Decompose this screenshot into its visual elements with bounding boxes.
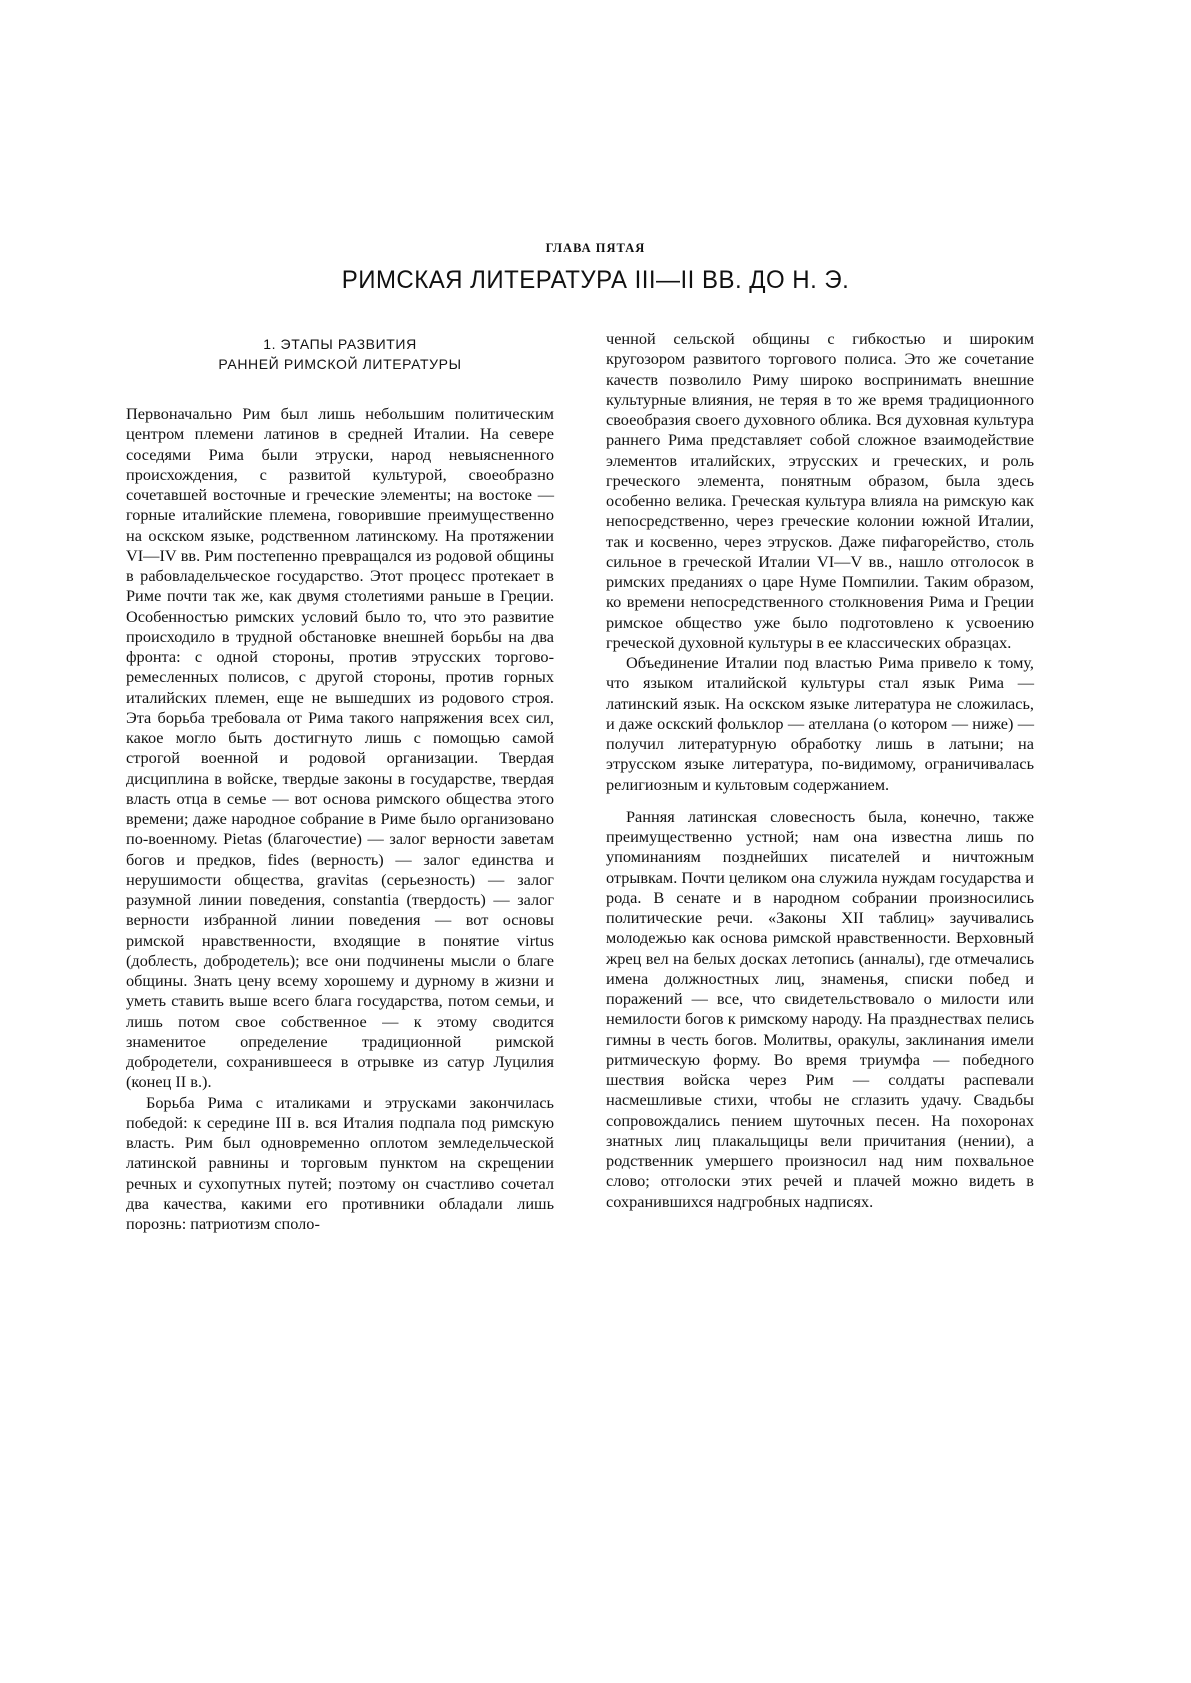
section-title-line-1: 1. ЭТАПЫ РАЗВИТИЯ [263, 336, 417, 352]
paragraph: Ранняя латинская словесность была, конечно, также преимущественно устной; нам она известна лишь по упоминаниям позднейших писателей и ничтожным отрывкам. Почти целиком она служила нуждам государства и рода. В сенате и в народном собрании произносились политические речи. «Законы XII таблиц» заучивались молодежью как основа римской нравственности. Верховный жрец вел на белых досках летопись (анналы), где отмечались имена должностных лиц, знаменья, списки побед и поражений — все, что свидетельствовало о милости или немилости богов к римскому народу. На празднествах пелись гимны в честь богов. Молитвы, оракулы, заклинания имели ритмическую форму. Во время триумфа — победного шествия войска через Рим — солдаты распевали насмешливые стихи, чтобы не сглазить удачу. Свадьбы сопровождались пением шуточных песен. На похоронах знатных лиц плакальщицы вели причитания (нении), а родственник умершего произносил над ним похвальное слово; отголоски этих речей и плачей можно видеть в сохранившихся надгробных надписях. [606, 806, 1034, 1211]
right-column [606, 329, 1034, 1212]
section-title [126, 334, 554, 374]
left-column [126, 329, 554, 1234]
chapter-label: ГЛАВА ПЯТАЯ [545, 241, 646, 255]
chapter-title: РИМСКАЯ ЛИТЕРАТУРА III—II ВВ. ДО Н. Э. [341, 266, 850, 294]
section-title-line-2: РАННЕЙ РИМСКОЙ ЛИТЕРАТУРЫ [218, 356, 462, 372]
paragraph: ченной сельской общины с гибкостью и широким кругозором развитого торгового полиса. Это же сочетание качеств позволило Риму широко воспринимать внешние культурные влияния, не теряя в то же время традиционного своеобразия своего духовного облика. Вся духовная культура раннего Рима представляет собой сложное взаимодействие элементов италийских, этрусских и греческих, и роль греческого элемента, понятным образом, была здесь особенно велика. Греческая культура влияла на римскую как непосредственно, через греческие колонии южной Италии, так и косвенно, через этрусков. Даже пифагорейство, столь сильное в греческой Италии VI—V вв., нашло отголосок в римских преданиях о царе Нуме Помпилии. Таким образом, ко времени непосредственного столкновения Рима и Греции римское общество уже было подготовлено к усвоению греческой духовной культуры в ее классических образцах. [606, 329, 1034, 652]
left-body-text [126, 404, 554, 1234]
paragraph: Первоначально Рим был лишь небольшим политическим центром племени латинов в средней Италии. На севере соседями Рима были этруски, народ невыясненного происхождения, с развитой культурой, своеобразно сочетавшей восточные и греческие элементы; на востоке — горные италийские племена, говорившие преимущественно на оскском языке, родственном латинскому. На протяжении VI—IV вв. Рим постепенно превращался из родовой общины в рабовладельческое государство. Этот процесс протекает в Риме почти так же, как двумя столетиями раньше в Греции. Особенностью римских условий было то, что это развитие происходило в трудной обстановке внешней борьбы на два фронта: с одной стороны, против этрусских торгово-ремесленных полисов, с другой стороны, против горных италийских племен, еще не вышедших из родового строя. Эта борьба требовала от Рима такого напряжения всех сил, какое могло быть достигнуто лишь с помощью самой строгой военной и родовой организации. Твердая дисциплина в войске, твердые законы в государстве, твердая власть отца в семье — вот основа римского общества этого времени; даже народное собрание в Риме было организовано по-военному. Pietas (благочестие) — залог верности заветам богов и предков, fides (верность) — залог единства и нерушимости общества, gravitas (серьезность) — залог разумной линии поведения, constantia (твердость) — залог верности избранной линии поведения — вот основы римской нравственности, входящие в понятие virtus (доблесть, добродетель); все они подчинены мысли о благе общины. Знать цену всему хорошему и дурному в жизни и уметь ставить выше всего блага государства, потом семьи, и лишь потом свое собственное — к этому сводится знаменитое определение традиционной римской добродетели, сохранившееся в отрывке из сатур Луцилия (конец II в.). [126, 404, 554, 1092]
paragraph: Объединение Италии под властью Рима привело к тому, что языком италийской культуры стал язык Рима — латинский язык. На оскском языке литература не сложилась, и даже оскский фольклор — ателлана (о котором — ниже) — получил литературную обработку лишь в латыни; на этрусском языке литература, по-видимому, ограничивалась религиозным и культовым содержанием. [606, 653, 1034, 794]
paragraph: Борьба Рима с италиками и этрусками закончилась победой: к середине III в. вся Италия подпала под римскую власть. Рим был одновременно оплотом земледельческой латинской равнины и торговым пунктом на скрещении речных и сухопутных путей; поэтому он счастливо сочетал два качества, какими его противники обладали лишь порознь: патриотизм споло- [126, 1092, 554, 1233]
